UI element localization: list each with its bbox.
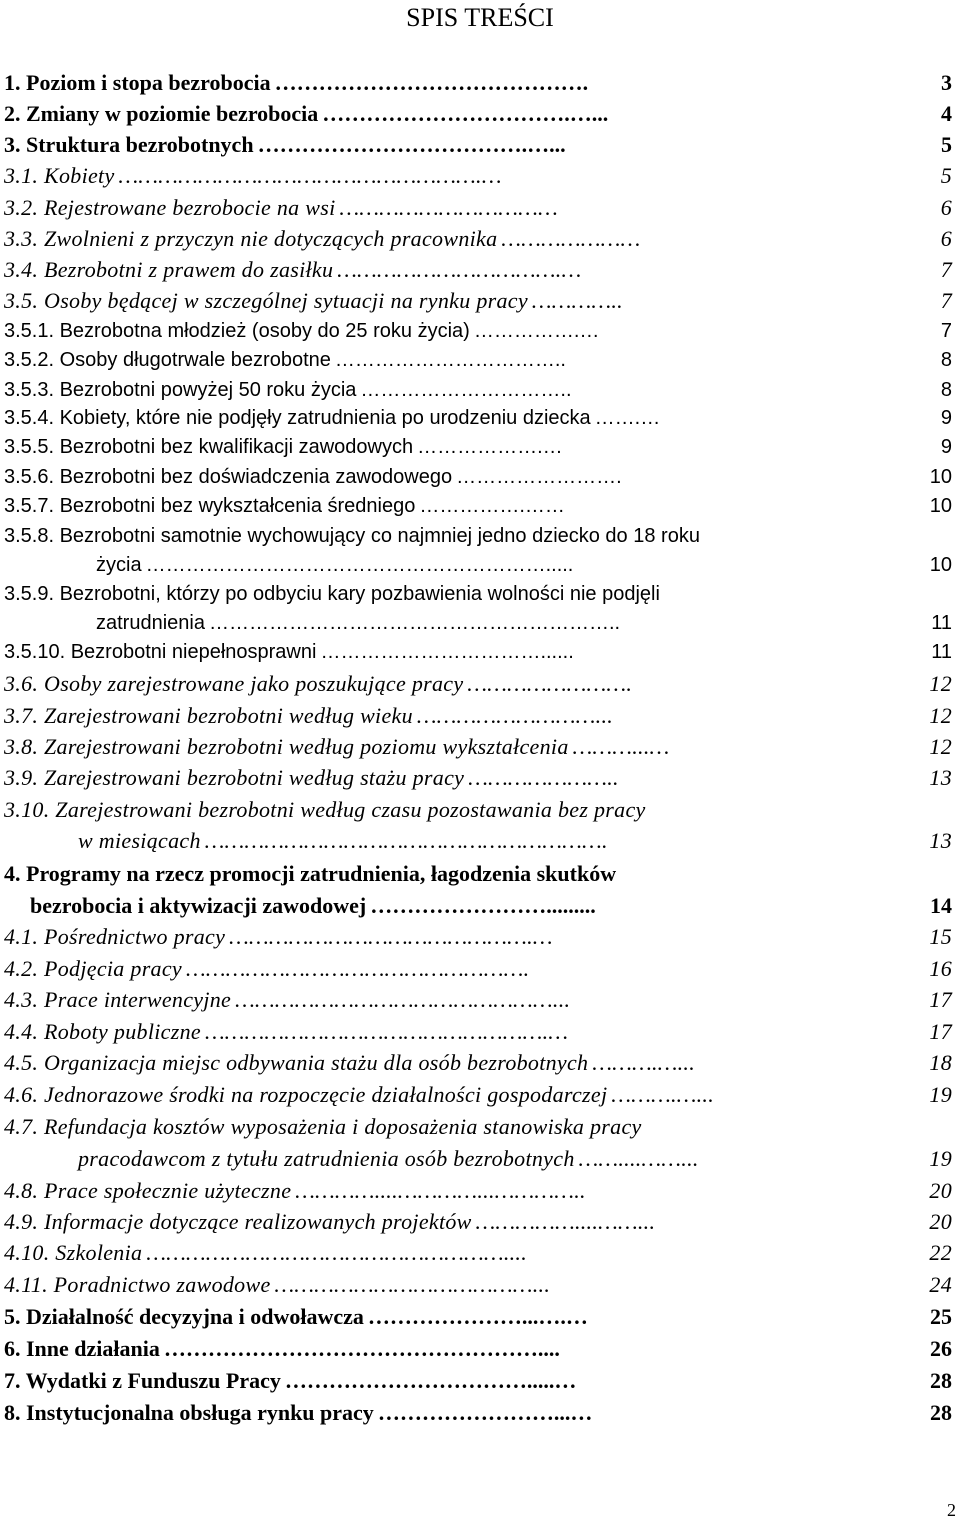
toc-entry[interactable] xyxy=(4,1400,960,1426)
toc-entry-page: 25 xyxy=(930,1304,952,1329)
toc-entry-leader: ……………………………………………………..... xyxy=(145,554,574,576)
toc-entry[interactable] xyxy=(4,495,960,518)
toc-entry-title: 3.10. Zarejestrowani bezrobotni według czasu pozostawania bez pracy xyxy=(4,797,646,822)
toc-entry-title: 4.10. Szkolenia xyxy=(4,1240,143,1265)
toc-entry-title: 4.8. Prace społecznie użyteczne xyxy=(4,1178,292,1203)
toc-entry[interactable] xyxy=(4,1336,960,1362)
toc-entry-leader: …………………………………………………….. xyxy=(208,612,621,634)
toc-entry-page: 8 xyxy=(940,379,952,401)
toc-entry-title: 4.1. Pośrednictwo pracy xyxy=(4,924,226,949)
toc-entry[interactable] xyxy=(4,101,960,127)
toc-entry-leader: ……….…... xyxy=(592,1050,696,1075)
toc-entry[interactable] xyxy=(4,924,960,950)
toc-entry-leader: ……………………………………………………. xyxy=(204,828,608,853)
toc-entry[interactable] xyxy=(4,734,960,760)
toc-entry-title: 3.5.10. Bezrobotni niepełnosprawni xyxy=(4,641,317,663)
toc-entry-title: 4.2. Podjęcia pracy xyxy=(4,956,182,981)
toc-entry[interactable] xyxy=(4,1082,960,1108)
toc-entry-page: 16 xyxy=(929,956,952,981)
toc-entry[interactable] xyxy=(4,1240,960,1266)
toc-entry-leader: …………………………….. xyxy=(334,349,566,371)
toc-entry[interactable] xyxy=(4,1304,960,1330)
toc-entry-leader: ……....……... xyxy=(578,1146,699,1171)
toc-entry-title: 3. Struktura bezrobotnych xyxy=(4,132,254,157)
toc-entry[interactable] xyxy=(4,288,960,314)
toc-entry-leader: ……………………. xyxy=(456,466,622,488)
toc-entry-title: 4.6. Jednorazowe środki na rozpoczęcie działalności gospodarczej xyxy=(4,1082,608,1107)
toc-entry-title: 3.5.1. Bezrobotna młodzież (osoby do 25 roku życia) xyxy=(4,320,470,342)
toc-entry-page: 22 xyxy=(929,1240,952,1265)
toc-entry-title: 8. Instytucjonalna obsługa rynku pracy xyxy=(4,1400,374,1425)
toc-entry[interactable] xyxy=(4,1178,960,1204)
toc-entry-page: 24 xyxy=(929,1272,952,1297)
toc-entry-title: 3.5. Osoby będącej w szczególnej sytuacji na rynku pracy xyxy=(4,288,528,313)
page-number: 2 xyxy=(947,1500,956,1520)
toc-entry-title: w miesiącach xyxy=(78,828,201,853)
toc-entry-title: 3.9. Zarejestrowani bezrobotni według stażu pracy xyxy=(4,765,465,790)
toc-entry-leader: ……………………………...... xyxy=(320,641,574,663)
toc-entry-leader: ……………………………….…... xyxy=(257,132,566,157)
toc-entry-page: 20 xyxy=(929,1178,952,1203)
toc-entry-title: 3.5.5. Bezrobotni bez kwalifikacji zawodowych xyxy=(4,436,414,458)
toc-entry-title: pracodawcom z tytułu zatrudnienia osób bezrobotnych xyxy=(78,1146,575,1171)
toc-entry-page: 6 xyxy=(940,226,952,251)
toc-entry-title: 3.5.2. Osoby długotrwale bezrobotne xyxy=(4,349,331,371)
toc-entry[interactable] xyxy=(30,893,960,919)
toc-entry-leader: …………....…………...………….. xyxy=(295,1178,586,1203)
toc-entry[interactable] xyxy=(4,436,960,459)
toc-entry-leader: ……………………......... xyxy=(370,893,596,918)
toc-entry[interactable] xyxy=(4,1050,960,1076)
toc-entry[interactable] xyxy=(4,1114,960,1140)
toc-entry-leader: ………………………….. xyxy=(360,379,572,401)
toc-entry[interactable] xyxy=(4,641,960,664)
toc-entry-leader: …………………………………………….… xyxy=(204,1019,569,1044)
toc-entry-title: 3.6. Osoby zarejestrowane jako poszukujące pracy xyxy=(4,671,464,696)
toc-entry-title: zatrudnienia xyxy=(96,612,205,634)
toc-entry-title: 4.4. Roboty publiczne xyxy=(4,1019,201,1044)
toc-entry-page: 12 xyxy=(929,734,952,759)
toc-entry-page: 11 xyxy=(931,612,952,634)
toc-entry-title: 4.3. Prace interwencyjne xyxy=(4,987,232,1012)
toc-entry-leader: ………….. xyxy=(531,288,623,313)
toc-entry-leader: …………………………….… xyxy=(337,257,582,282)
toc-entry-leader: …………….… xyxy=(473,320,600,342)
toc-entry-title: 4.9. Informacje dotyczące realizowanych projektów xyxy=(4,1209,472,1234)
toc-entry-leader: ……….…... xyxy=(611,1082,715,1107)
toc-entry-title: 4.11. Poradnictwo zawodowe xyxy=(4,1272,271,1297)
toc-entry-page: 7 xyxy=(940,257,952,282)
toc-entry[interactable] xyxy=(4,349,960,372)
toc-entry-leader: ……………………………………….… xyxy=(229,924,553,949)
toc-entry-leader: ……………………………………………….… xyxy=(118,163,502,188)
toc-entry[interactable] xyxy=(4,226,960,252)
toc-entry-page: 26 xyxy=(930,1336,952,1361)
toc-entry[interactable] xyxy=(78,1146,960,1172)
toc-entry[interactable] xyxy=(4,765,960,791)
toc-entry[interactable] xyxy=(4,1019,960,1045)
toc-entry-title: 1. Poziom i stopa bezrobocia xyxy=(4,70,271,95)
toc-entry-leader: ……………....……... xyxy=(475,1209,656,1234)
toc-entry-title: 2. Zmiany w poziomie bezrobocia xyxy=(4,101,319,126)
toc-entry-page: 5 xyxy=(940,163,952,188)
toc-entry-leader: …………………………….…... xyxy=(322,101,609,126)
toc-entry[interactable] xyxy=(4,407,960,430)
toc-entry-title: 3.7. Zarejestrowani bezrobotni według wieku xyxy=(4,703,413,728)
toc-entry-page: 14 xyxy=(930,893,952,918)
toc-entry-title: 4. Programy na rzecz promocji zatrudnienia, łagodzenia skutków xyxy=(4,861,617,886)
toc-entry-leader: …………………………………... xyxy=(274,1272,551,1297)
toc-entry-page: 8 xyxy=(940,349,952,371)
toc-entry-title: 3.5.6. Bezrobotni bez doświadczenia zawodowego xyxy=(4,466,453,488)
toc-entry-leader: ……………………………………………. xyxy=(185,956,530,981)
toc-entry-title: 7. Wydatki z Funduszu Pracy xyxy=(4,1368,281,1393)
toc-entry-page: 7 xyxy=(940,320,952,342)
toc-entry-title: 4.7. Refundacja kosztów wyposażenia i doposażenia stanowiska pracy xyxy=(4,1114,642,1139)
toc-entry-title: 3.5.8. Bezrobotni samotnie wychowujący co najmniej jedno dziecko do 18 roku xyxy=(4,525,700,547)
toc-entry-leader: …….… xyxy=(594,407,661,429)
toc-entry-title: 3.8. Zarejestrowani bezrobotni według poziomu wykształcenia xyxy=(4,734,569,759)
toc-entry-title: 3.2. Rejestrowane bezrobocie na wsi xyxy=(4,195,336,220)
toc-entry-title: życia xyxy=(96,554,142,576)
toc-entry[interactable] xyxy=(4,195,960,221)
toc-entry-page: 20 xyxy=(929,1209,952,1234)
toc-entry-title: 3.4. Bezrobotni z prawem do zasiłku xyxy=(4,257,334,282)
toc-entry[interactable] xyxy=(4,320,960,343)
toc-entry-leader: ……………….… xyxy=(417,436,563,458)
toc-entry[interactable] xyxy=(4,379,960,402)
toc-entry-page: 28 xyxy=(930,1368,952,1393)
toc-entry-title: 3.1. Kobiety xyxy=(4,163,115,188)
toc-entry-leader: ……………………. xyxy=(467,671,633,696)
toc-entry-leader: …………………………………………... xyxy=(235,987,571,1012)
page-title: SPIS TREŚCI xyxy=(406,3,554,32)
toc-entry-page: 17 xyxy=(929,1019,952,1044)
toc-entry-page: 12 xyxy=(929,703,952,728)
toc-entry-page: 3 xyxy=(941,70,952,95)
toc-entry[interactable] xyxy=(4,671,960,697)
toc-entry-title: 3.5.4. Kobiety, które nie podjęły zatrudnienia po urodzeniu dziecka xyxy=(4,407,591,429)
toc-entry-page: 19 xyxy=(929,1146,952,1171)
toc-entry-title: 3.5.3. Bezrobotni powyżej 50 roku życia xyxy=(4,379,357,401)
toc-entry-page: 12 xyxy=(929,671,952,696)
toc-entry[interactable] xyxy=(4,525,960,548)
toc-entry-page: 17 xyxy=(929,987,952,1012)
toc-entry-leader: …………….…… xyxy=(419,495,565,517)
toc-entry-page: 6 xyxy=(940,195,952,220)
toc-entry[interactable] xyxy=(4,797,960,823)
toc-entry[interactable] xyxy=(4,257,960,283)
toc-entry-page: 5 xyxy=(941,132,952,157)
toc-entry-title: 3.5.9. Bezrobotni, którzy po odbyciu kary pozbawienia wolności nie podjęli xyxy=(4,583,660,605)
toc-entry[interactable] xyxy=(4,1209,960,1235)
toc-entry[interactable] xyxy=(4,583,960,606)
toc-entry-leader: ………………… xyxy=(501,226,641,251)
toc-entry-page: 9 xyxy=(940,407,952,429)
toc-entry[interactable] xyxy=(4,987,960,1013)
toc-entry-page: 19 xyxy=(929,1082,952,1107)
toc-entry-page: 4 xyxy=(941,101,952,126)
toc-entry-page: 28 xyxy=(930,1400,952,1425)
toc-entry-leader: …………………………….....… xyxy=(284,1368,577,1393)
toc-entry-page: 9 xyxy=(940,436,952,458)
toc-entry-leader: …………………...….… xyxy=(367,1304,588,1329)
toc-entry-page: 7 xyxy=(940,288,952,313)
toc-entry-leader: ………………….. xyxy=(468,765,619,790)
toc-entry-title: 4.5. Organizacja miejsc odbywania stażu dla osób bezrobotnych xyxy=(4,1050,589,1075)
toc-entry-page: 13 xyxy=(929,765,952,790)
toc-entry-page: 15 xyxy=(929,924,952,949)
toc-entry[interactable] xyxy=(4,1368,960,1394)
toc-entry-page: 18 xyxy=(929,1050,952,1075)
toc-entry[interactable] xyxy=(96,612,960,635)
toc-entry-title: bezrobocia i aktywizacji zawodowej xyxy=(30,893,367,918)
toc-entry-page: 10 xyxy=(929,554,952,576)
toc-entry-title: 3.5.7. Bezrobotni bez wykształcenia średniego xyxy=(4,495,416,517)
toc-entry-page: 11 xyxy=(931,641,952,663)
toc-entry-title: 6. Inne działania xyxy=(4,1336,160,1361)
toc-entry-leader: ……………………………………. xyxy=(274,70,589,95)
toc-entry-title: 3.3. Zwolnieni z przyczyn nie dotyczących pracownika xyxy=(4,226,498,251)
toc-entry[interactable] xyxy=(4,163,960,189)
toc-entry-leader: …………………………… xyxy=(339,195,558,220)
toc-entry[interactable] xyxy=(78,828,960,854)
toc-entry-leader: ……………………...… xyxy=(377,1400,593,1425)
toc-entry-leader: ………...… xyxy=(572,734,670,759)
toc-entry-page: 10 xyxy=(929,466,952,488)
toc-entry[interactable] xyxy=(4,956,960,982)
toc-entry[interactable] xyxy=(4,466,960,489)
toc-entry-page: 13 xyxy=(929,828,952,853)
toc-entry[interactable] xyxy=(4,703,960,729)
toc-entry[interactable] xyxy=(4,70,960,96)
toc-entry[interactable] xyxy=(96,554,960,577)
toc-entry[interactable] xyxy=(4,861,960,887)
toc-entry-leader: ………………………... xyxy=(416,703,614,728)
toc-entry-title: 5. Działalność decyzyjna i odwoławcza xyxy=(4,1304,364,1329)
toc-entry-leader: …………………………………………….... xyxy=(163,1336,560,1361)
toc-entry[interactable] xyxy=(4,1272,960,1298)
toc-entry-leader: ……………………………………………….... xyxy=(146,1240,528,1265)
toc-entry[interactable] xyxy=(4,132,960,158)
toc-entry-page: 10 xyxy=(929,495,952,517)
